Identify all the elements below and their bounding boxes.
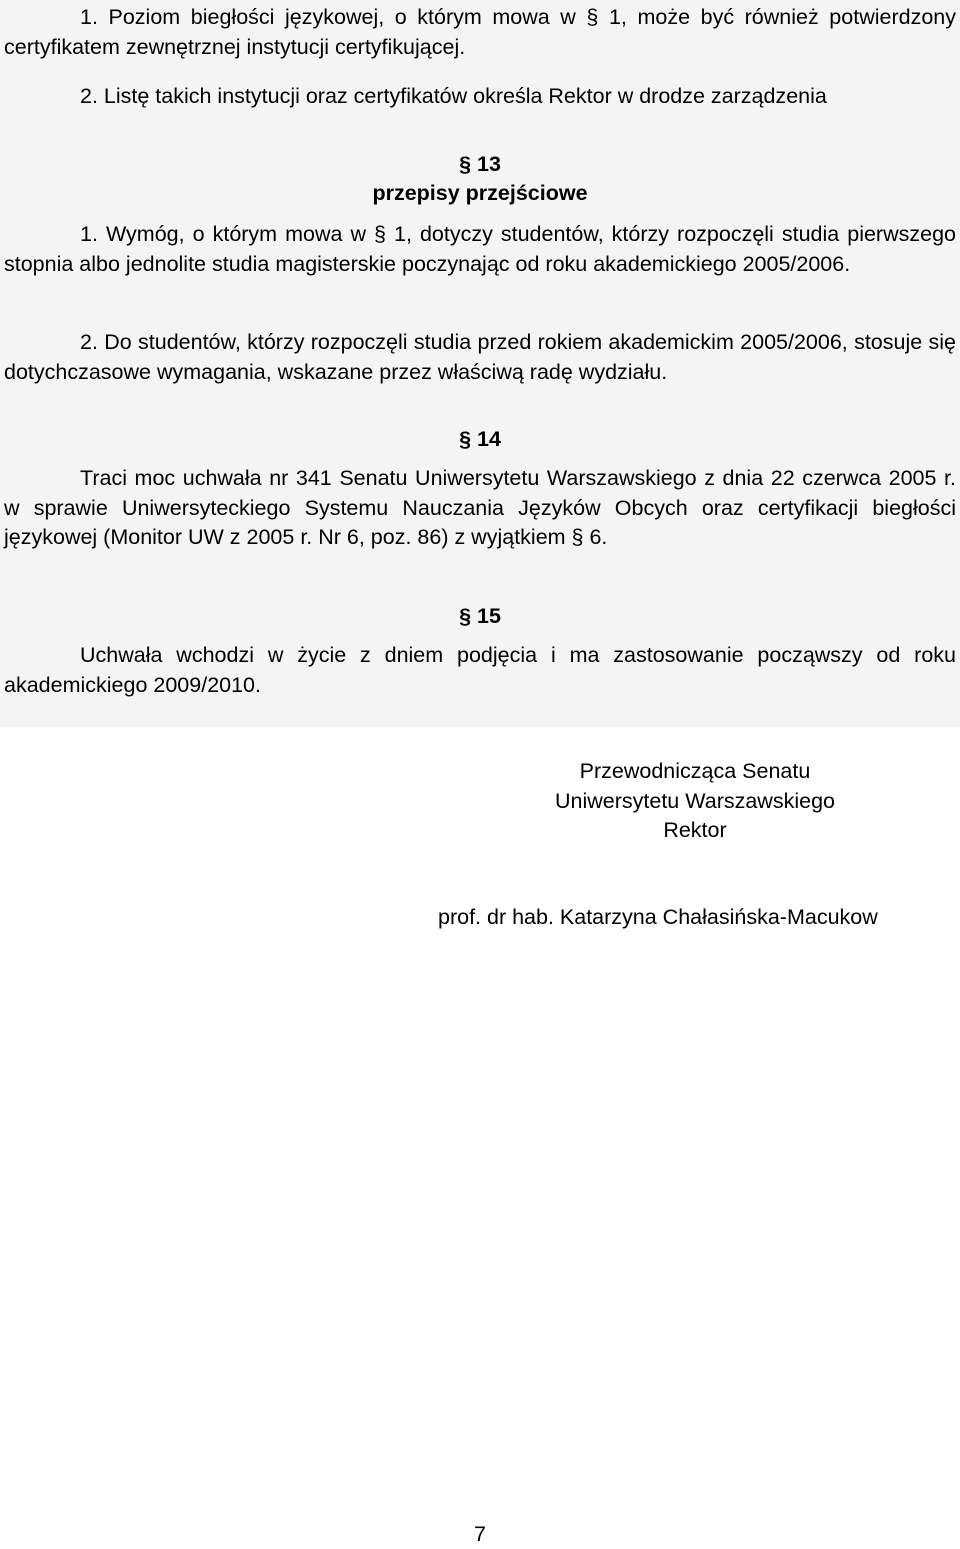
s14-paragraph-1: Traci moc uchwała nr 341 Senatu Uniwersytetu Warszawskiego z dnia 22 czerwca 2005 r. w sprawie Uniwersyteckiego Systemu Nauczania Języków Obcych oraz certyfikacji biegłości językowej (Monitor UW z 2005 r. Nr 6, poz. 86) z wyjątkiem § 6. [4,466,956,549]
s13-paragraph-2: 2. Do studentów, którzy rozpoczęli studia przed rokiem akademickim 2005/2006, stosuje się dotychczasowe wymagania, wskazane przez właściwą radę wydziału. [4,330,956,384]
section-13-number: § 13 [459,152,501,176]
s12-paragraph-1: 1. Poziom biegłości językowej, o którym mowa w § 1, może być również potwierdzony certyfikatem zewnętrznej instytucji certyfikującej. [4,5,956,59]
page-number: 7 [474,1522,486,1546]
s13-paragraph-1: 1. Wymóg, o którym mowa w § 1, dotyczy studentów, którzy rozpoczęli studia pierwszego stopnia albo jednolite studia magisterskie poczynając od roku akademickiego 2005/2006. [4,222,956,276]
signer-name: prof. dr hab. Katarzyna Chałasińska-Macukow [438,905,878,929]
section-14-number: § 14 [459,427,501,451]
signature-block [520,757,870,846]
section-13-title: przepisy przejściowe [372,181,588,205]
document-body [0,0,960,727]
s15-paragraph-1: Uchwała wchodzi w życie z dniem podjęcia i ma zastosowanie począwszy od roku akademickiego 2009/2010. [4,643,956,697]
s12-paragraph-2: 2. Listę takich instytucji oraz certyfikatów określa Rektor w drodze zarządzenia [80,84,827,108]
signature-title-1: Przewodnicząca Senatu [579,759,811,783]
section-15-number: § 15 [459,604,501,628]
signature-title-3: Rektor [663,818,727,842]
signature-title-2: Uniwersytetu Warszawskiego [555,788,835,813]
